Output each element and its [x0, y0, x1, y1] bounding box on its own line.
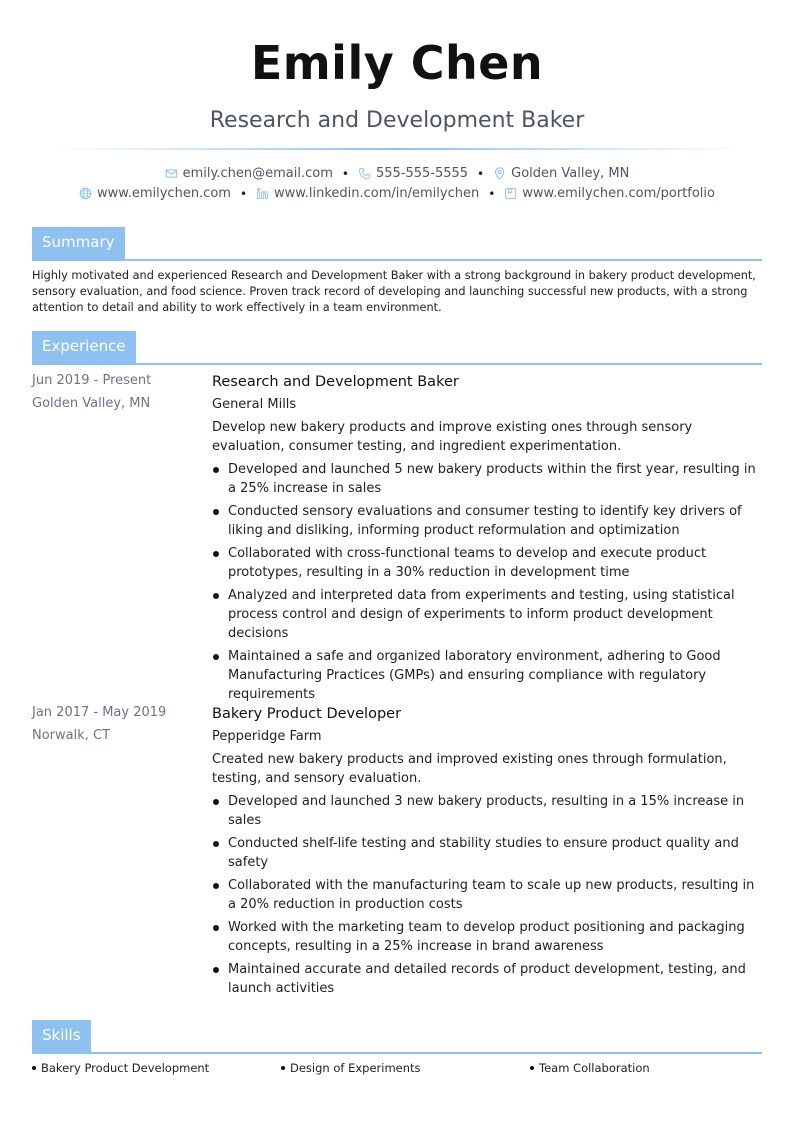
globe-icon	[79, 187, 92, 200]
job-details	[212, 373, 764, 708]
job-role: Bakery Product Developer	[212, 706, 402, 722]
achievement-item	[212, 586, 764, 643]
achievement-item	[212, 876, 764, 914]
bullet-dot	[213, 509, 219, 515]
job-location: Golden Valley, MN	[32, 396, 151, 411]
skills-section-header	[32, 1020, 762, 1054]
achievement-item	[212, 834, 764, 872]
summary-section-header	[32, 227, 762, 261]
achievement-text: Worked with the marketing team to develop product positioning and packaging concepts, resulting in a 25% increase in brand awareness	[228, 920, 745, 954]
bullet-dot	[213, 593, 219, 599]
location-icon	[493, 167, 506, 180]
job-description: Created new bakery products and improved existing ones through formulation, testing, and sensory evaluation.	[212, 752, 727, 786]
skill-text: Design of Experiments	[290, 1061, 421, 1075]
achievement-text: Maintained accurate and detailed records of product development, testing, and launch activities	[228, 962, 746, 996]
linkedin-icon	[256, 187, 269, 200]
candidate-name: Emily Chen	[250, 36, 544, 90]
bullet-dot	[213, 883, 219, 889]
bullet-dot	[213, 467, 219, 473]
achievement-item	[212, 460, 764, 498]
job-achievements	[212, 460, 764, 704]
contact-linkedin-text: www.linkedin.com/in/emilychen	[274, 186, 480, 201]
bullet-dot	[530, 1066, 534, 1070]
contact-separator: •	[341, 166, 349, 181]
job-role: Research and Development Baker	[212, 374, 459, 390]
bullet-dot	[213, 925, 219, 931]
contact-email-text: emily.chen@email.com	[182, 166, 333, 181]
achievement-text: Maintained a safe and organized laboratory environment, adhering to Good Manufacturing Practices (GMPs) and ensuring compliance with regulatory requirements	[228, 649, 721, 702]
experience-section-header	[32, 331, 762, 365]
job-dates: Jan 2017 - May 2019	[32, 705, 167, 720]
achievement-text: Conducted shelf-life testing and stability studies to ensure product quality and safety	[228, 836, 739, 870]
job-location: Norwalk, CT	[32, 728, 111, 743]
header-divider	[50, 148, 744, 150]
skill-item	[32, 1061, 209, 1075]
bullet-dot	[213, 551, 219, 557]
achievement-text: Analyzed and interpreted data from experiments and testing, using statistical process control and design of experiments to inform product development decisions	[228, 588, 735, 641]
bullet-dot	[213, 967, 219, 973]
achievement-item	[212, 647, 764, 704]
candidate-title: Research and Development Baker	[209, 108, 585, 133]
contact-row-secondary	[0, 186, 794, 201]
achievement-item	[212, 502, 764, 540]
contact-separator: •	[488, 186, 496, 201]
contact-separator: •	[477, 166, 485, 181]
bullet-dot	[32, 1066, 36, 1070]
job-details	[212, 705, 764, 1002]
job-company: Pepperidge Farm	[212, 729, 322, 744]
summary-heading: Summary	[32, 227, 125, 259]
bullet-dot	[213, 799, 219, 805]
achievement-item	[212, 918, 764, 956]
skill-item	[530, 1061, 650, 1075]
summary-text: Highly motivated and experienced Research and Development Baker with a strong background in bakery product development, sensory evaluation, and food science. Proven track record of developing and launching successful new products, with a strong attention to detail and ability to work effectively in a team environment.	[32, 269, 756, 314]
bullet-dot	[213, 654, 219, 660]
job-description: Develop new bakery products and improve existing ones through sensory evaluation, consumer testing, and ingredient experimentation.	[212, 420, 693, 454]
contact-phone-text: 555-555-5555	[375, 166, 469, 181]
phone-icon	[358, 167, 371, 180]
achievement-text: Developed and launched 5 new bakery products within the first year, resulting in a 25% increase in sales	[228, 462, 756, 496]
achievement-text: Developed and launched 3 new bakery products, resulting in a 15% increase in sales	[228, 794, 745, 828]
contact-separator: •	[239, 186, 248, 201]
achievement-item	[212, 792, 764, 830]
contact-portfolio[interactable]	[504, 186, 715, 201]
skills-heading: Skills	[32, 1020, 91, 1052]
achievement-text: Conducted sensory evaluations and consumer testing to identify key drivers of liking and disliking, informing product reformulation and optimization	[228, 504, 742, 538]
achievement-text: Collaborated with cross-functional teams to develop and execute product prototypes, resulting in a 30% reduction in development time	[228, 546, 707, 580]
contact-location	[493, 166, 629, 181]
skill-item	[281, 1061, 421, 1075]
achievement-item	[212, 960, 764, 998]
skill-text: Bakery Product Development	[41, 1061, 210, 1075]
experience-heading: Experience	[32, 331, 136, 363]
contact-email[interactable]	[165, 166, 333, 181]
contact-website[interactable]	[79, 186, 231, 201]
contact-linkedin[interactable]	[256, 186, 479, 201]
contact-portfolio-text: www.emilychen.com/portfolio	[522, 186, 715, 201]
bullet-dot	[213, 841, 219, 847]
job-dates: Jun 2019 - Present	[32, 373, 152, 388]
contact-location-text: Golden Valley, MN	[511, 166, 630, 181]
email-icon	[165, 167, 178, 180]
skill-text: Team Collaboration	[539, 1061, 650, 1075]
bullet-dot	[281, 1066, 285, 1070]
achievement-item	[212, 544, 764, 582]
contact-row-primary	[0, 166, 794, 181]
portfolio-icon	[504, 187, 517, 200]
contact-website-text: www.emilychen.com	[97, 186, 231, 201]
contact-phone[interactable]	[358, 166, 468, 181]
job-achievements	[212, 792, 764, 998]
job-company: General Mills	[212, 397, 297, 412]
achievement-text: Collaborated with the manufacturing team to scale up new products, resulting in a 20% reduction in production costs	[228, 878, 755, 912]
